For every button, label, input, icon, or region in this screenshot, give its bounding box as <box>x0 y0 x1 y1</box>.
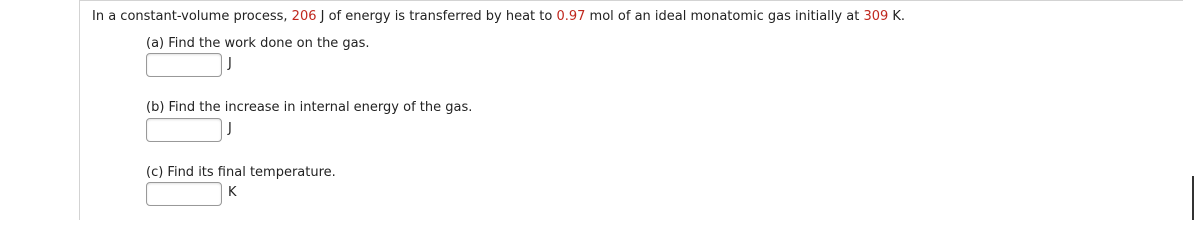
moles-value: 0.97 <box>556 9 586 24</box>
problem-text: mol of an ideal monatomic gas initially at <box>585 9 864 24</box>
energy-value: 206 <box>291 9 317 24</box>
part-b-unit: J <box>228 121 232 136</box>
part-c-answer-input[interactable] <box>146 182 222 206</box>
part-a-answer-input[interactable] <box>146 53 222 77</box>
part-a-unit: J <box>228 56 232 71</box>
part-a-label: (a) Find the work done on the gas. <box>146 36 370 51</box>
temperature-value: 309 <box>863 9 889 24</box>
part-c-label: (c) Find its final temperature. <box>146 165 336 180</box>
problem-text: J of energy is transferred by heat to <box>316 9 557 24</box>
scrollbar[interactable] <box>1192 176 1194 220</box>
part-b-label: (b) Find the increase in internal energy of the gas. <box>146 100 473 115</box>
problem-text: In a constant-volume process, <box>92 9 292 24</box>
part-c-unit: K <box>228 185 237 200</box>
part-b-answer-input[interactable] <box>146 118 222 142</box>
problem-text: K. <box>888 9 906 24</box>
problem-statement <box>92 9 905 25</box>
